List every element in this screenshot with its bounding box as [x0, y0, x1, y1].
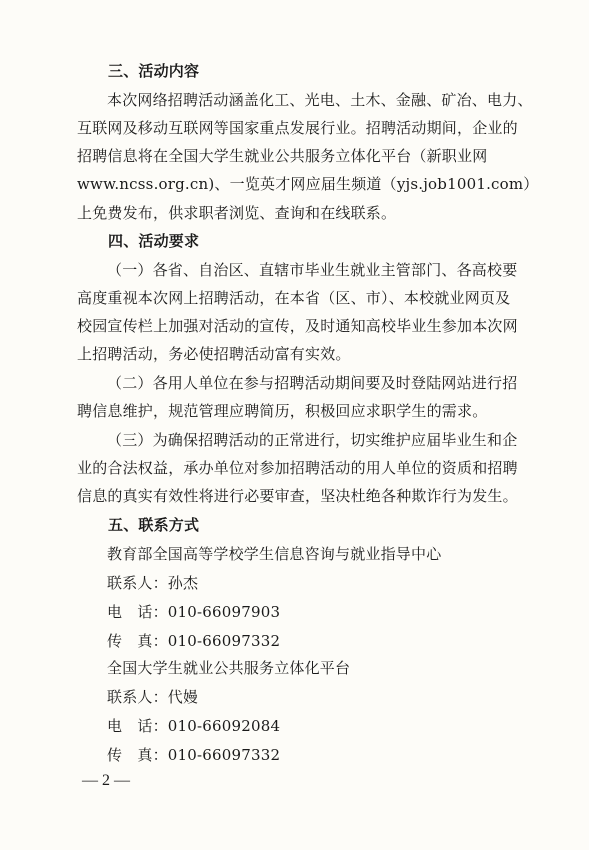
section4-heading: 四、活动要求: [108, 232, 200, 250]
contact2-org: 全国大学生就业公共服务立体化平台: [107, 659, 351, 677]
section3-line-3: 招聘信息将在全国大学生就业公共服务立体化平台（新职业网: [77, 147, 488, 165]
contact1-org: 教育部全国高等学校学生信息咨询与就业指导中心: [107, 545, 442, 563]
section5-heading: 五、联系方式: [108, 516, 200, 534]
contact2-person: 联系人：代嫚: [107, 688, 199, 706]
section4-item3-line-3: 信息的真实有效性将进行必要审查，坚决杜绝各种欺诈行为发生。: [77, 487, 518, 505]
contact1-phone: 电 话：010-66097903: [107, 603, 281, 621]
section4-item1-line-2: 高度重视本次网上招聘活动，在本省（区、市）、本校就业网页及: [77, 289, 511, 307]
contact2-fax: 传 真：010-66097332: [107, 746, 281, 764]
section4-item2-line-2: 聘信息维护，规范管理应聘简历，积极回应求职学生的需求。: [77, 402, 488, 420]
contact2-phone: 电 话：010-66092084: [107, 717, 281, 735]
section4-item1-line-1: （一）各省、自治区、直辖市毕业生就业主管部门、各高校要: [107, 261, 518, 279]
section3-line-5: 上免费发布，供求职者浏览、查询和在线联系。: [77, 204, 397, 222]
section4-item1-line-3: 校园宣传栏上加强对活动的宣传，及时通知高校毕业生参加本次网: [77, 317, 518, 335]
section3-line-1: 本次网络招聘活动涵盖化工、光电、土木、金融、矿冶、电力、: [107, 91, 533, 109]
contact1-person: 联系人：孙杰: [107, 574, 199, 592]
section3-line-2: 互联网及移动互联网等国家重点发展行业。招聘活动期间，企业的: [77, 119, 518, 137]
page-number: — 2 —: [82, 772, 130, 789]
section4-item3-line-2: 业的合法权益，承办单位对参加招聘活动的用人单位的资质和招聘: [77, 459, 518, 477]
section4-item3-line-1: （三）为确保招聘活动的正常进行，切实维护应届毕业生和企: [107, 431, 518, 449]
contact1-fax: 传 真：010-66097332: [107, 632, 281, 650]
section4-item2-line-1: （二）各用人单位在参与招聘活动期间要及时登陆网站进行招: [107, 374, 518, 392]
section4-item1-line-4: 上招聘活动，务必使招聘活动富有实效。: [77, 345, 351, 363]
section3-line-4: www.ncss.org.cn)、一览英才网应届生频道（yjs.job1001.com）: [77, 175, 539, 193]
section3-heading: 三、活动内容: [108, 62, 200, 80]
